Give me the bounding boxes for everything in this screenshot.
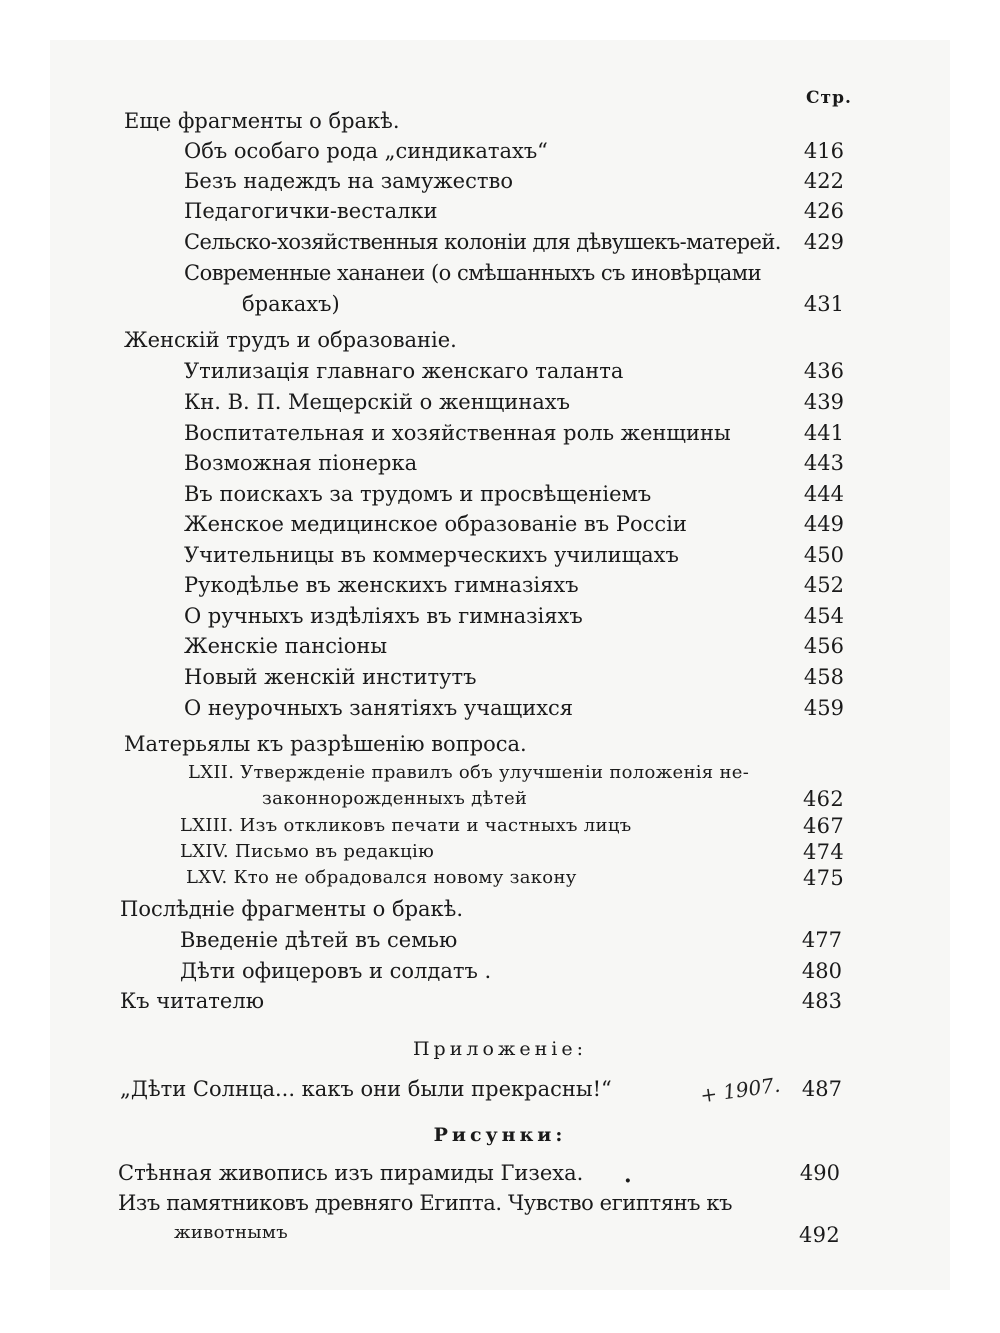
entry-title: Рукодѣлье въ женскихъ гимназіяхъ xyxy=(184,573,579,597)
illustrations-heading: Рисунки: xyxy=(433,1124,567,1146)
entry-page: 452 xyxy=(803,573,844,597)
toc-entry xyxy=(0,136,1000,166)
toc-entry xyxy=(0,479,1000,509)
entry-title: законнорожденныхъ дѣтей xyxy=(262,788,528,809)
entry-page: 474 xyxy=(803,840,844,864)
entry-page: 492 xyxy=(799,1223,840,1247)
entry-title: О неурочныхъ занятіяхъ учащихся xyxy=(184,696,574,720)
entry-title: Къ читателю xyxy=(120,989,264,1013)
toc-entry xyxy=(0,387,1000,417)
entry-page: 458 xyxy=(803,665,844,689)
entry-title: Педагогички-весталки xyxy=(184,199,438,223)
entry-page: 456 xyxy=(803,634,844,658)
entry-page: 443 xyxy=(803,451,844,475)
toc-entry xyxy=(0,631,1000,661)
toc-entry xyxy=(0,227,1000,257)
entry-page: 467 xyxy=(803,814,844,838)
entry-page: 441 xyxy=(803,421,844,445)
ink-mark: · xyxy=(624,1168,632,1194)
entry-title: Возможная піонерка xyxy=(184,451,418,475)
entry-title: Новый женскій институтъ xyxy=(184,665,477,689)
entry-title: Женское медицинское образованіе въ Россіи xyxy=(184,512,687,536)
entry-page: 477 xyxy=(801,928,842,952)
entry-page: 416 xyxy=(803,139,844,163)
toc-entry xyxy=(0,509,1000,539)
entry-page: 426 xyxy=(803,199,844,223)
entry-page: 436 xyxy=(803,359,844,383)
entry-page: 454 xyxy=(803,604,844,628)
entry-page: 490 xyxy=(799,1161,840,1185)
toc-entry xyxy=(0,540,1000,570)
entry-page: 444 xyxy=(803,482,844,506)
entry-title: LXIII. Изъ откликовъ печати и частныхъ лицъ xyxy=(180,815,632,836)
toc-entry xyxy=(0,166,1000,196)
toc-entry xyxy=(0,956,1000,986)
entry-page: 480 xyxy=(801,959,842,983)
page-column-header: Стр. xyxy=(806,88,852,108)
entry-page: 429 xyxy=(803,230,844,254)
toc-entry xyxy=(0,986,1000,1016)
entry-title: „Дѣти Солнца... какъ они были прекрасны!“ xyxy=(120,1077,612,1101)
toc-entry xyxy=(0,693,1000,723)
appendix-heading: Приложеніе: xyxy=(412,1038,587,1060)
section-heading xyxy=(0,894,1000,924)
toc-entry xyxy=(0,1218,1000,1248)
entry-title: Стѣнная живопись изъ пирамиды Гизеха. xyxy=(118,1161,584,1185)
entry-page: 449 xyxy=(803,512,844,536)
entry-page: 450 xyxy=(803,543,844,567)
entry-title: Утилизація главнаго женскаго таланта xyxy=(184,359,624,383)
entry-title: О ручныхъ издѣліяхъ въ гимназіяхъ xyxy=(184,604,583,628)
section-heading xyxy=(0,325,1000,355)
entry-page: 462 xyxy=(803,787,844,811)
section-heading xyxy=(0,106,1000,136)
entry-title: Объ особаго рода „синдикатахъ“ xyxy=(184,139,548,163)
entry-page: 483 xyxy=(801,989,842,1013)
section-title: Еще фрагменты о бракѣ. xyxy=(124,109,400,133)
toc-entry xyxy=(0,925,1000,955)
toc-entry xyxy=(0,1188,1000,1218)
toc-entry xyxy=(0,662,1000,692)
toc-entry xyxy=(0,356,1000,386)
entry-page: 439 xyxy=(803,390,844,414)
toc-entry xyxy=(0,1158,1000,1188)
entry-title: Современные хананеи (о смѣшанныхъ съ иновѣрцами xyxy=(184,261,762,285)
section-title: Послѣдніе фрагменты о бракѣ. xyxy=(120,897,464,921)
handwritten-note: + 1907. xyxy=(698,1072,782,1108)
entry-title: животнымъ xyxy=(174,1222,288,1243)
toc-entry xyxy=(0,1074,1000,1104)
entry-title: бракахъ) xyxy=(242,292,340,316)
entry-title: Въ поискахъ за трудомъ и просвѣщеніемъ xyxy=(184,482,652,506)
section-title: Женскій трудъ и образованіе. xyxy=(124,328,457,352)
entry-title: Женскіе пансіоны xyxy=(184,634,388,658)
toc-entry xyxy=(0,601,1000,631)
entry-title: Дѣти офицеровъ и солдатъ . xyxy=(180,959,492,983)
toc-entry xyxy=(0,784,1000,814)
toc-entry xyxy=(0,448,1000,478)
entry-page: 475 xyxy=(803,866,844,890)
entry-title: Безъ надеждъ на замужество xyxy=(184,169,513,193)
toc-entry xyxy=(0,289,1000,319)
toc-entry xyxy=(0,863,1000,893)
section-heading xyxy=(0,729,1000,759)
toc-entry xyxy=(0,258,1000,288)
toc-entry xyxy=(0,418,1000,448)
entry-title: LXV. Кто не обрадовался новому закону xyxy=(186,867,577,888)
entry-title: Воспитательная и хозяйственная роль женщины xyxy=(184,421,731,445)
entry-page: 431 xyxy=(803,292,844,316)
entry-title: LXIV. Письмо въ редакцію xyxy=(180,841,435,862)
entry-page: 422 xyxy=(803,169,844,193)
toc-entry xyxy=(0,196,1000,226)
section-title: Матерьялы къ разрѣшенію вопроса. xyxy=(124,732,527,756)
toc-entry xyxy=(0,570,1000,600)
entry-title: Изъ памятниковъ древняго Египта. Чувство египтянъ къ xyxy=(118,1191,733,1215)
entry-title: LXII. Утвержденіе правилъ объ улучшеніи положенія не- xyxy=(188,762,750,783)
entry-page: 459 xyxy=(803,696,844,720)
entry-title: Учительницы въ коммерческихъ училищахъ xyxy=(184,543,679,567)
entry-title: Сельско-хозяйственныя колоніи для дѣвушекъ-матерей. xyxy=(184,230,781,254)
entry-title: Введеніе дѣтей въ семью xyxy=(180,928,458,952)
entry-title: Кн. В. П. Мещерскій о женщинахъ xyxy=(184,390,570,414)
entry-page: 487 xyxy=(801,1077,842,1101)
